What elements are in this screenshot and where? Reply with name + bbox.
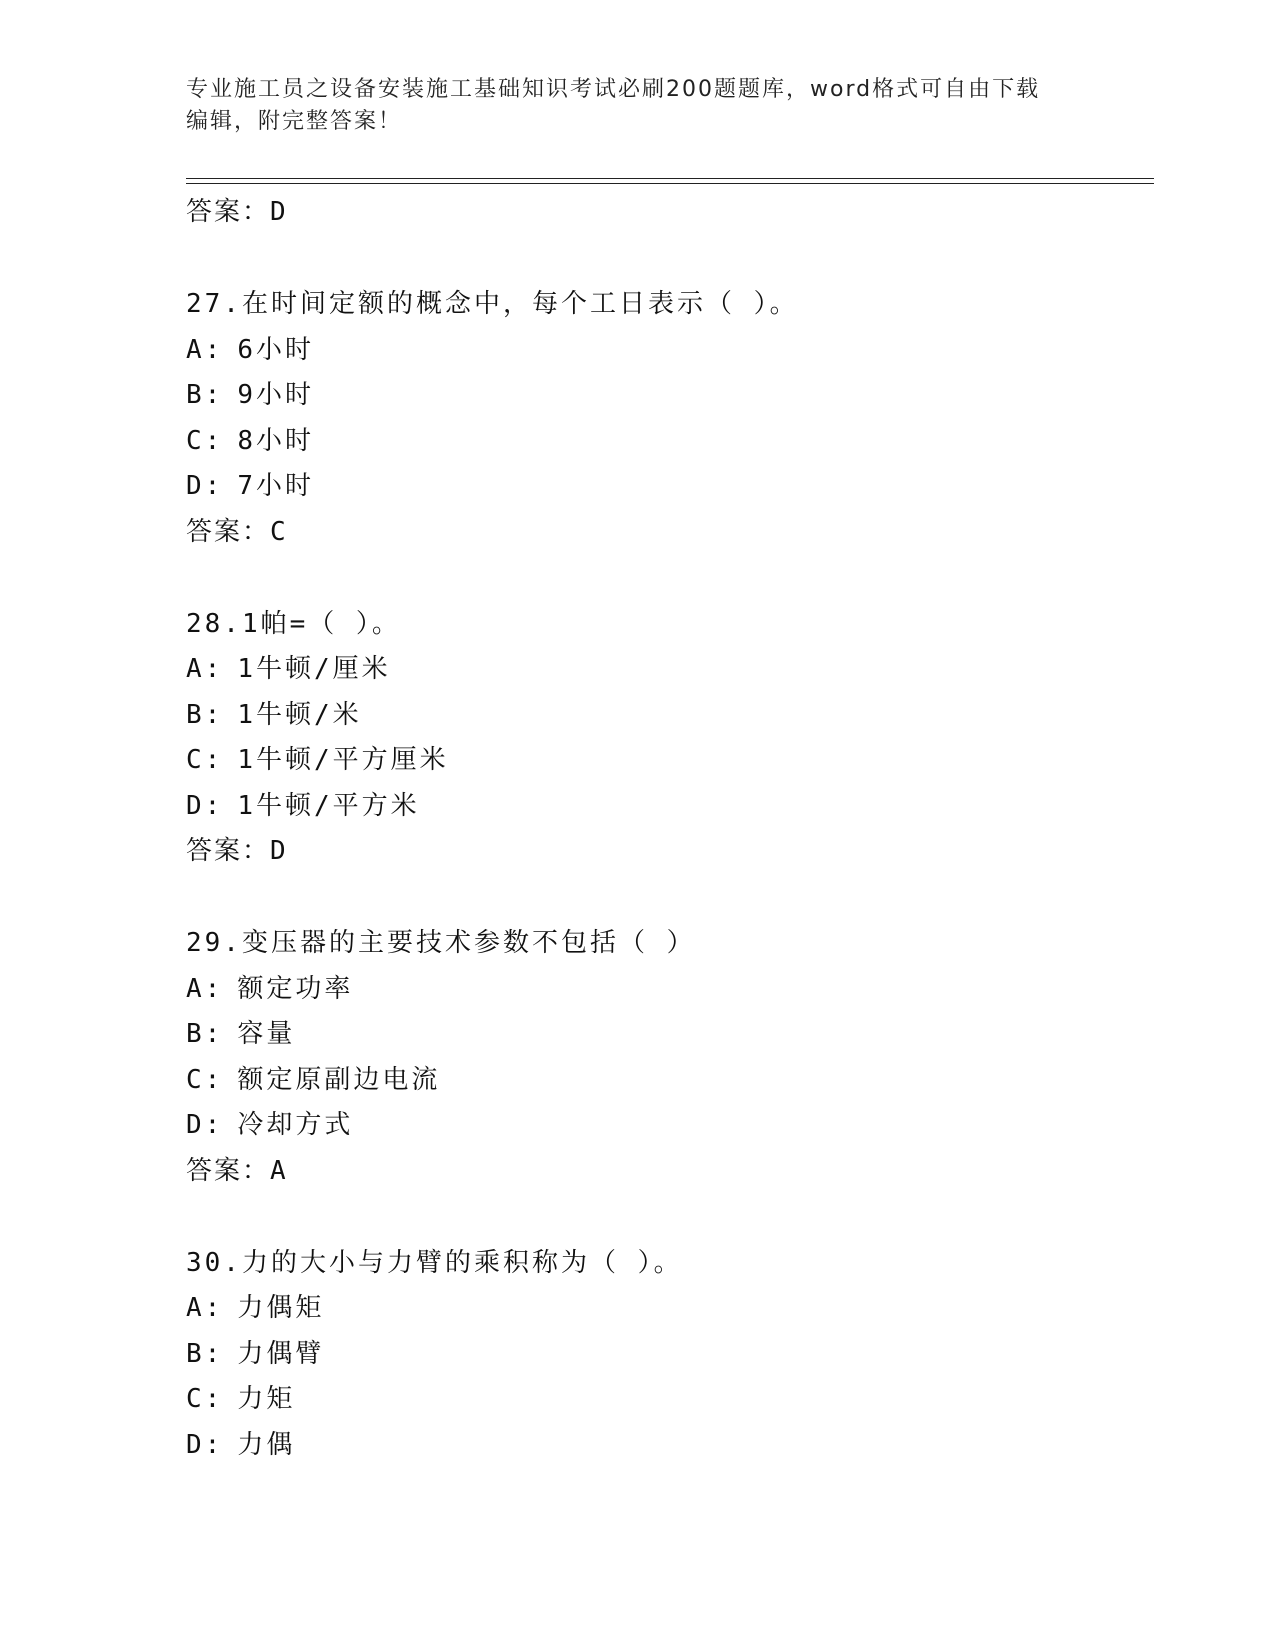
option-text: 1牛顿/平方米 [237, 790, 420, 821]
question-stem [186, 602, 1146, 648]
option-label: A: [186, 973, 224, 1004]
option-b [186, 1012, 1146, 1058]
option-b [186, 373, 1146, 419]
answer-line [186, 510, 1146, 555]
option-label: D: [186, 471, 224, 501]
option-label: C: [186, 745, 224, 775]
option-text: 力偶 [237, 1429, 296, 1460]
option-text: 9小时 [237, 380, 314, 410]
answer-value: A [270, 1155, 286, 1186]
option-text: 力偶臂 [237, 1338, 325, 1369]
header-divider-bottom [186, 183, 1154, 184]
question-number: 30. [186, 1247, 242, 1278]
option-label: D: [186, 1110, 224, 1140]
answer-value: D [270, 836, 286, 866]
option-text: 1牛顿/米 [237, 699, 362, 730]
answer-label: 答案： [186, 836, 271, 866]
header-title-line-2: 编辑，附完整答案！ [186, 109, 403, 134]
option-text: 8小时 [237, 425, 314, 456]
option-label: D: [186, 1429, 224, 1460]
option-a [186, 1286, 1146, 1332]
question-text: 1帕=（ ）。 [241, 608, 401, 639]
question-block [186, 1241, 1146, 1469]
option-text: 6小时 [237, 334, 314, 365]
option-c [186, 738, 1146, 784]
option-text: 1牛顿/厘米 [237, 654, 391, 684]
option-label: D: [186, 790, 224, 821]
option-label: A: [186, 654, 224, 684]
option-d [186, 1423, 1146, 1469]
option-text: 1牛顿/平方厘米 [237, 745, 449, 775]
option-label: B: [186, 380, 224, 410]
option-label: B: [186, 1019, 224, 1049]
answer-value: C [270, 516, 286, 547]
option-c [186, 1377, 1146, 1423]
option-d [186, 1103, 1146, 1149]
header-title-line-1: 专业施工员之设备安装施工基础知识考试必刷200题题库，word格式可自由下载 [186, 77, 1041, 102]
option-label: A: [186, 334, 224, 365]
option-d [186, 784, 1146, 830]
question-stem [186, 282, 1146, 328]
option-d [186, 464, 1146, 510]
answer-line [186, 190, 1146, 235]
option-label: A: [186, 1293, 224, 1323]
answer-label: 答案： [186, 197, 271, 227]
question-stem [186, 1241, 1146, 1287]
option-label: C: [186, 425, 224, 456]
answer-label: 答案： [186, 516, 271, 547]
question-block [186, 282, 1146, 555]
option-label: C: [186, 1064, 224, 1095]
option-label: B: [186, 1338, 224, 1369]
question-block [186, 921, 1146, 1194]
option-text: 冷却方式 [237, 1110, 354, 1140]
question-text: 变压器的主要技术参数不包括（ ） [241, 928, 696, 958]
option-b [186, 1332, 1146, 1378]
question-number: 29. [186, 928, 242, 958]
answer-line [186, 1149, 1146, 1194]
header-divider-top [186, 178, 1154, 179]
option-text: 额定功率 [237, 973, 354, 1004]
option-a [186, 328, 1146, 374]
answer-line [186, 829, 1146, 874]
option-text: 力矩 [237, 1384, 296, 1414]
question-number: 28. [186, 608, 242, 639]
option-b [186, 693, 1146, 739]
question-number: 27. [186, 289, 242, 319]
option-c [186, 419, 1146, 465]
option-label: C: [186, 1384, 224, 1414]
option-label: B: [186, 699, 224, 730]
question-text: 在时间定额的概念中，每个工日表示（ ）。 [241, 289, 799, 319]
option-a [186, 967, 1146, 1013]
question-list [186, 190, 1146, 1468]
option-c [186, 1058, 1146, 1104]
question-stem [186, 921, 1146, 967]
option-a [186, 647, 1146, 693]
option-text: 容量 [237, 1019, 296, 1049]
option-text: 力偶矩 [237, 1293, 325, 1323]
question-block [186, 602, 1146, 875]
option-text: 额定原副边电流 [237, 1064, 441, 1095]
document-header [186, 74, 1086, 138]
answer-value: D [270, 197, 286, 227]
option-text: 7小时 [237, 471, 314, 501]
answer-label: 答案： [186, 1155, 271, 1186]
question-text: 力的大小与力臂的乘积称为（ ）。 [241, 1247, 683, 1278]
